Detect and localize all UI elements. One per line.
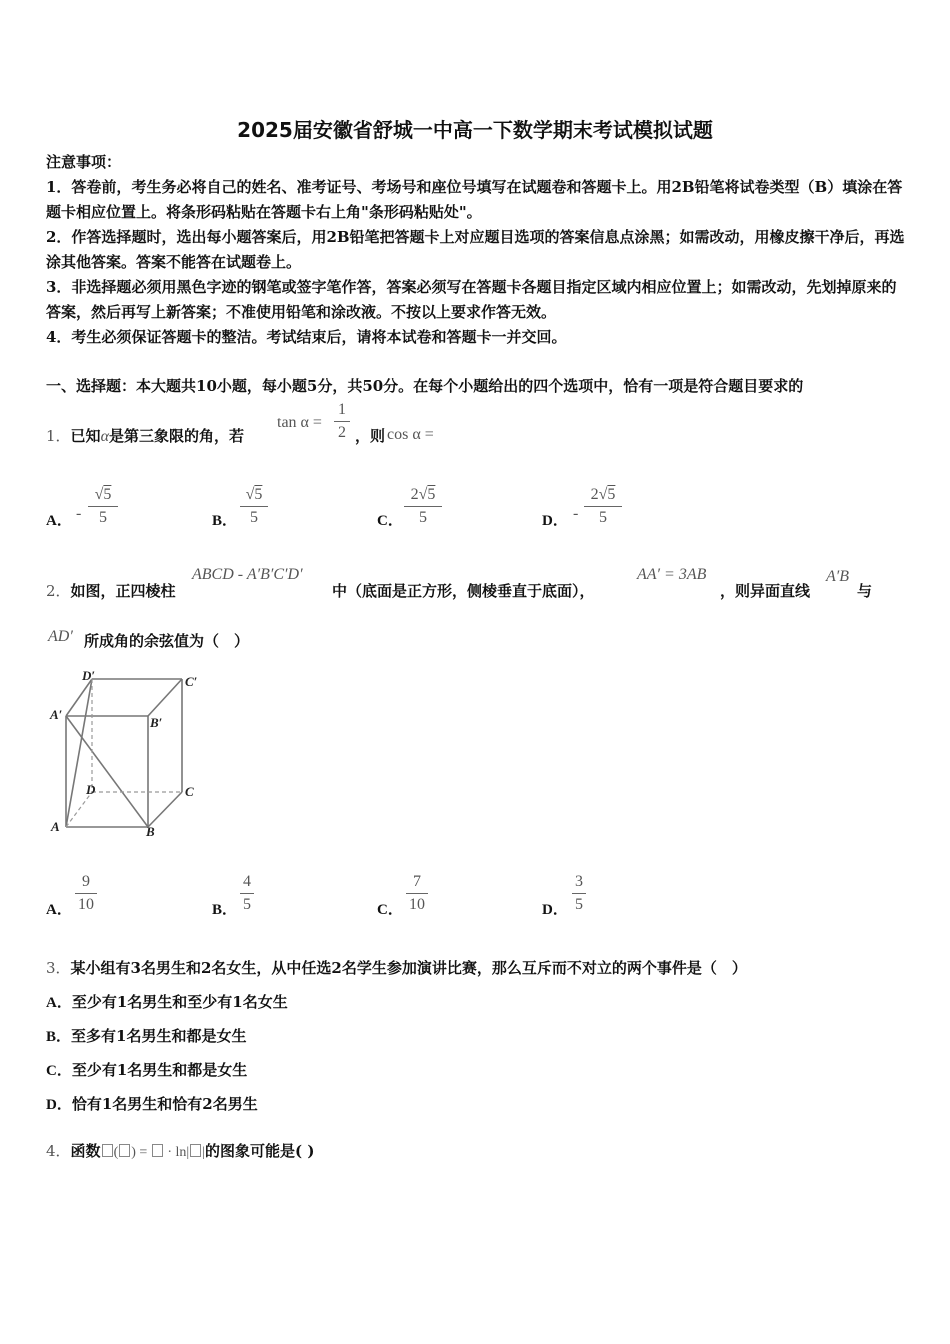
cos-expression: cos α = [387,426,434,443]
q1-option-d-value: 2√5 5 [584,485,622,528]
question-number: 1． [46,427,71,445]
question-2-stem-a: 2．如图，正四棱柱 [46,582,176,600]
notice-item-3: 3．非选择题必须用黑色字迹的钢笔或签字笔作答，答案必须写在答题卡各题目指定区域内相应位置上；如需改动，先划掉原来的答案，然后再写上新答案；不准使用铅笔和涂改液。不按以上要求作答无效。 [46,278,897,321]
q1-option-c-value: 2√5 5 [404,485,442,528]
vertex-label-c1: C′ [185,674,198,689]
vertex-label-a1: A′ [50,707,63,722]
line-ad1: AD′ [48,628,73,645]
placeholder-glyph [119,1144,130,1157]
q1-option-a-value: √5 5 [88,485,118,528]
tan-expression: tan α = [277,414,322,431]
q1-option-c-label[interactable]: C． [377,513,403,529]
fraction-one-half: 1 2 [334,400,350,443]
q2-option-b-label[interactable]: B． [212,902,238,918]
question-1-stem: 1．已知α是第三象限的角，若 [46,427,244,445]
q2-option-a-label[interactable]: A． [46,902,72,918]
placeholder-glyph [190,1144,201,1157]
edge-condition: AA′ = 3AB [637,566,707,583]
vertex-label-c: C [185,784,194,799]
q3-option-c[interactable]: C．至少有1名男生和都是女生 [46,1061,248,1079]
q1-option-b-label[interactable]: B． [212,513,238,529]
question-number: 2． [46,582,71,600]
notice-item-1: 1．答卷前，考生务必将自己的姓名、准考证号、考场号和座位号填写在试题卷和答题卡上。用2B铅笔将试卷类型（B）填涂在答题卡相应位置上。将条形码粘贴在答题卡右上角"条形码粘贴处"。 [46,178,903,221]
edge-bc [148,792,182,827]
question-number: 3． [46,959,71,977]
q1-option-b-value: √5 5 [240,485,268,528]
line-a1b: A′B [826,568,850,585]
edge-b1c1 [148,679,182,716]
diagonal-ad1 [66,679,92,827]
q3-option-a[interactable]: A．至少有1名男生和至少有1名女生 [46,993,288,1011]
placeholder-glyph [152,1144,163,1157]
alpha-symbol: α [100,428,109,445]
placeholder-glyph [102,1144,113,1157]
vertex-label-d1: D′ [82,668,96,683]
q2-option-a-value: 9 10 [75,872,97,915]
vertex-label-d: D [86,782,96,797]
question-4-stem: 4．函数 ( ) = · ln| |的图象可能是( ) [46,1142,315,1160]
q1-option-a-label[interactable]: A． [46,513,72,529]
q1-option-d-label[interactable]: D． [542,513,568,529]
prism-name: ABCD - A′B′C′D′ [192,566,303,583]
notice-heading: 注意事项： [46,153,122,171]
vertex-label-a: A [51,819,60,834]
q2-option-d-label[interactable]: D． [542,902,568,918]
vertex-label-b: B [146,824,155,839]
page-title: 2025届安徽省舒城一中高一下数学期末考试模拟试题 [237,118,713,142]
q3-option-b[interactable]: B．至多有1名男生和都是女生 [46,1027,247,1045]
hidden-edge-ad [66,792,92,827]
q2-option-d-value: 3 5 [572,872,586,915]
notice-item-2: 2．作答选择题时，选出每小题答案后，用2B铅笔把答题卡上对应题目选项的答案信息点涂黑；如需改动，用橡皮擦干净后，再选涂其他答案。答案不能答在试题卷上。 [46,228,905,271]
notice-item-4: 4．考生必须保证答题卡的整洁。考试结束后，请将本试卷和答题卡一并交回。 [46,328,567,346]
question-number: 4． [46,1142,71,1160]
q3-option-d[interactable]: D．恰有1名男生和恰有2名男生 [46,1095,258,1113]
section-heading: 一、选择题：本大题共10小题，每小题5分，共50分。在每个小题给出的四个选项中，恰有一项是符合题目要求的 [46,377,804,395]
question-3-stem: 3．某小组有3名男生和2名女生，从中任选2名学生参加演讲比赛，那么互斥而不对立的两个事件是（ ） [46,959,747,977]
prism-figure [46,668,206,843]
q2-option-c-label[interactable]: C． [377,902,403,918]
function-expression: ( ) = · ln| | [101,1145,205,1160]
diagonal-a1b [66,716,148,827]
q2-option-c-value: 7 10 [406,872,428,915]
q2-option-b-value: 4 5 [240,872,254,915]
vertex-label-b1: B′ [150,715,163,730]
